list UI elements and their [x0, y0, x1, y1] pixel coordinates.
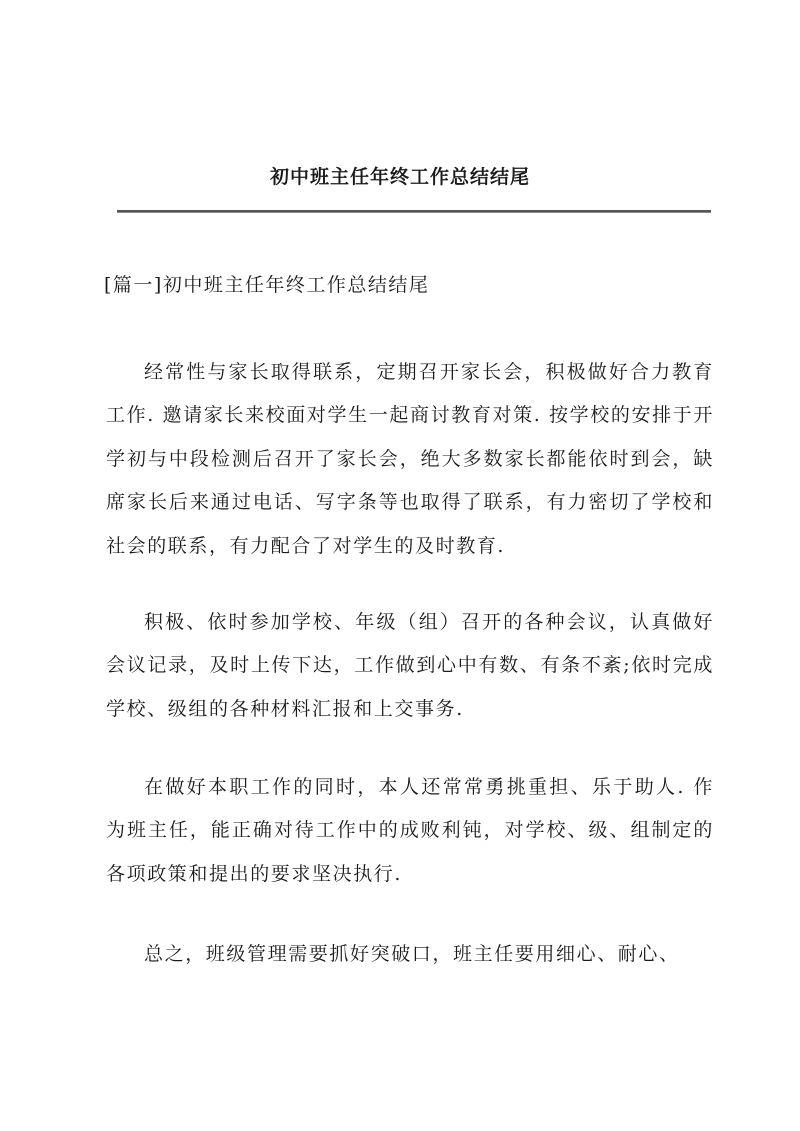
- document-title: 初中班主任年终工作总结结尾: [269, 166, 530, 188]
- paragraph: 经常性与家长取得联系，定期召开家长会，积极做好合力教育工作. 邀请家长来校面对学生一起商讨教育对策. 按学校的安排于开学初与中段检测后召开了家长会，绝大多数家长都能依时到会，缺席家长后来通过电话、写字条等也取得了联系，有力密切了学校和社会的联系，有力配合了对学生的及时教育.: [106, 361, 714, 557]
- paragraph: 总之，班级管理需要抓好突破口，班主任要用细心、耐心、: [144, 943, 680, 965]
- paragraph: 在做好本职工作的同时，本人还常常勇挑重担、乐于助人. 作为班主任，能正确对待工作中的成败利钝，对学校、级、组制定的各项政策和提出的要求坚决执行.: [106, 776, 714, 885]
- title-divider: [117, 210, 711, 213]
- paragraph: 积极、依时参加学校、年级（组）召开的各种会议，认真做好会议记录，及时上传下达，工作做到心中有数、有条不紊;依时完成学校、级组的各种材料汇报和上交事务.: [106, 611, 714, 720]
- section-heading: [篇一]初中班主任年终工作总结结尾: [104, 274, 430, 296]
